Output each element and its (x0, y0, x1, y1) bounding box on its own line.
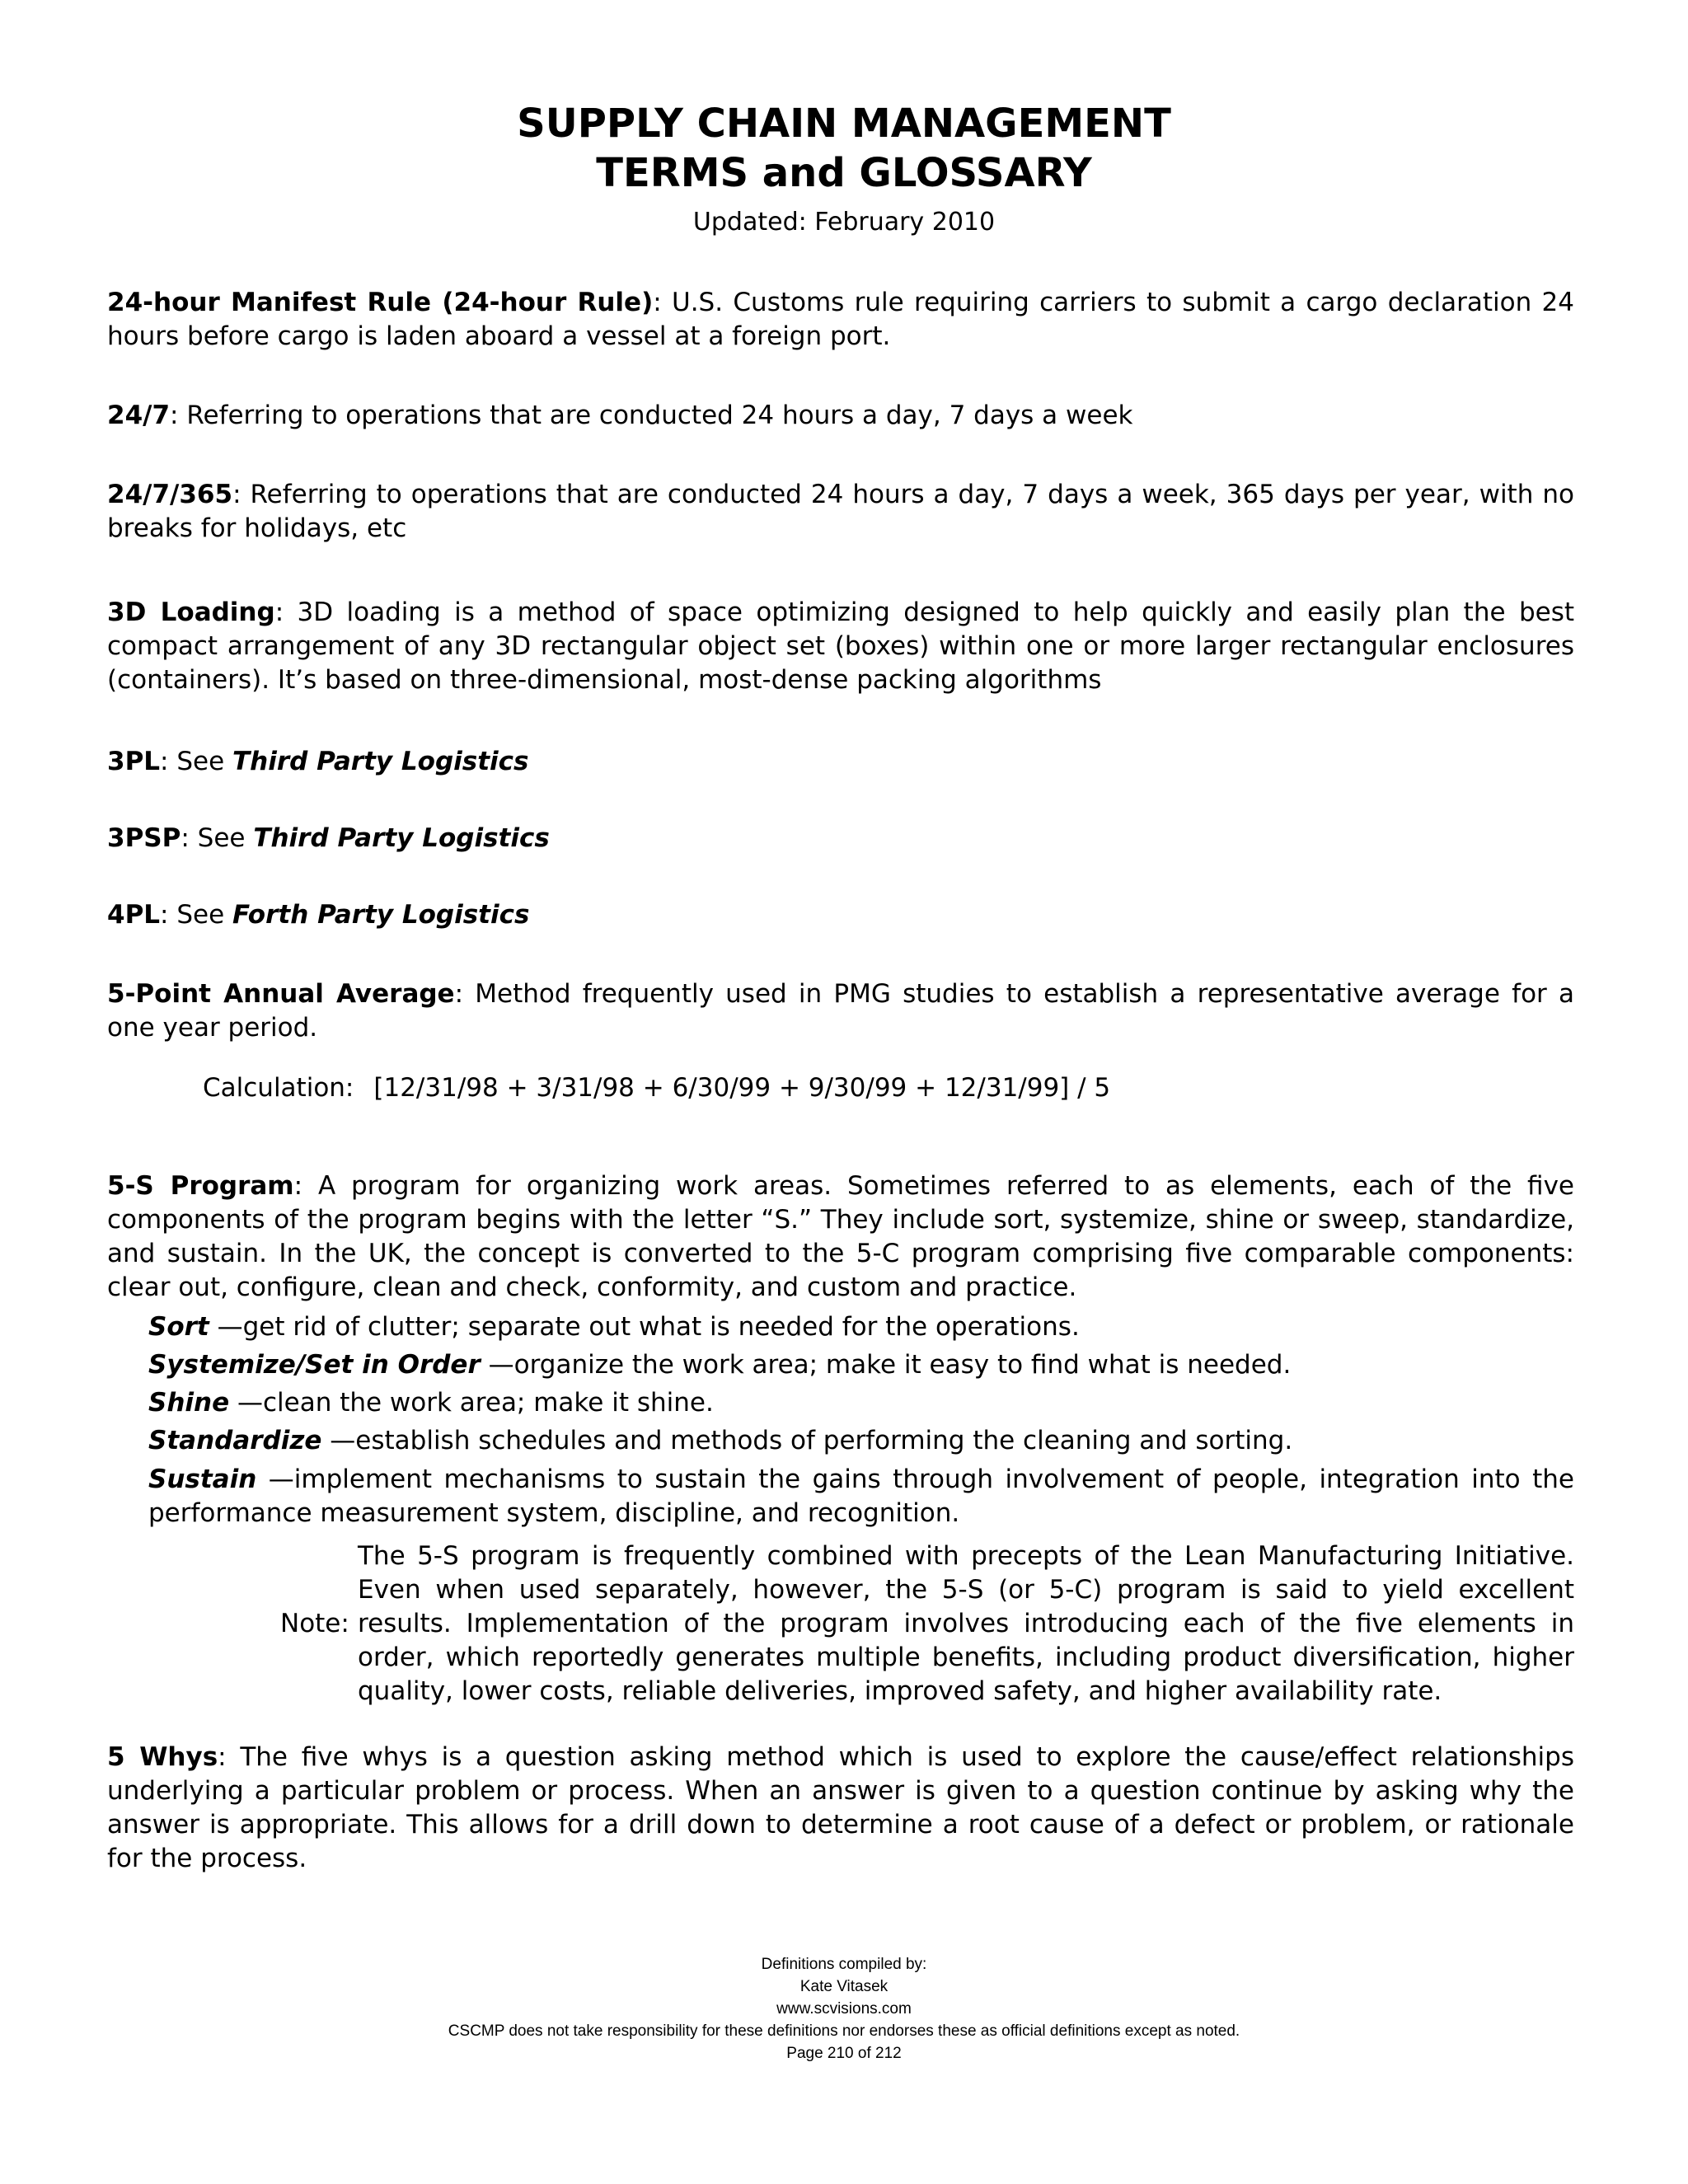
entry-definition: : Referring to operations that are conducted 24 hours a day, 7 days a week (170, 401, 1133, 430)
five-s-definition: —get rid of clutter; separate out what is needed for the operations. (209, 1312, 1080, 1342)
entry-term: 5 Whys (107, 1742, 218, 1772)
five-s-definition: —implement mechanisms to sustain the gains through involvement of people, integration into the performance measurement system, discipline, and recognition. (148, 1465, 1574, 1528)
five-s-term: Sustain (148, 1465, 257, 1494)
glossary-entry-4pl (107, 898, 1574, 932)
entry-definition: : See (160, 747, 233, 776)
entry-definition: : See (160, 900, 233, 930)
glossary-entry-24-hour-manifest-rule (107, 286, 1574, 354)
glossary-entry-3psp (107, 822, 1574, 855)
entry-term: 3PSP (107, 823, 181, 853)
calculation-formula: [12/31/98 + 3/31/98 + 6/30/99 + 9/30/99 + 12/31/99] / 5 (373, 1073, 1111, 1103)
note-label: Note: (280, 1609, 349, 1638)
glossary-entry-3pl (107, 745, 1574, 779)
glossary-entry-24-7 (107, 399, 1574, 433)
five-s-term: Systemize/Set in Order (148, 1350, 481, 1380)
five-s-definition: —clean the work area; make it shine. (229, 1388, 714, 1418)
entry-definition: : The five whys is a question asking method which is used to explore the cause/effect relationships underlying a particular problem or process. When an answer is given to a question continue by asking why the answer is appropriate. This allows for a drill down to determine a root cause of a defect or problem, or rationale for the process. (107, 1742, 1574, 1873)
see-reference: Third Party Logistics (253, 823, 550, 853)
five-s-term: Standardize (148, 1426, 322, 1455)
entry-term: 24-hour Manifest Rule (24-hour Rule) (107, 288, 654, 317)
entry-definition: : U.S. Customs rule requiring carriers to submit a cargo declaration 24 hours before cargo is laden aboard a vessel at a foreign port. (107, 288, 1574, 351)
glossary-entry-5-point-annual-average (107, 977, 1574, 1045)
five-s-definition: —organize the work area; make it easy to find what is needed. (480, 1350, 1292, 1380)
five-s-item-sort (148, 1310, 1574, 1344)
see-reference: Third Party Logistics (232, 747, 529, 776)
footer-compiled-by: Definitions compiled by: (761, 1956, 927, 1973)
five-s-definition: —establish schedules and methods of performing the cleaning and sorting. (321, 1426, 1293, 1455)
footer-disclaimer: CSCMP does not take responsibility for these definitions nor endorses these as official definitions except as noted. (448, 2022, 1240, 2040)
entry-term: 24/7 (107, 401, 171, 430)
document-title-line2: TERMS and GLOSSARY (596, 150, 1092, 196)
entry-definition: : See (181, 823, 254, 853)
glossary-entry-3d-loading (107, 596, 1574, 697)
entry-term: 5-S Program (107, 1171, 294, 1201)
document-title-line1: SUPPLY CHAIN MANAGEMENT (517, 101, 1171, 147)
footer-website: www.scvisions.com (776, 2000, 912, 2018)
calculation-line (203, 1071, 1110, 1105)
entry-definition: : Referring to operations that are conducted 24 hours a day, 7 days a week, 365 days per year, with no breaks for holidays, etc (107, 480, 1574, 543)
footer-author: Kate Vitasek (799, 1978, 889, 1995)
glossary-entry-5-s-program (107, 1169, 1574, 1305)
entry-term: 4PL (107, 900, 161, 930)
glossary-entry-24-7-365 (107, 478, 1574, 546)
entry-term: 3PL (107, 747, 161, 776)
five-s-term: Sort (148, 1312, 209, 1342)
five-s-item-sustain (148, 1463, 1574, 1530)
entry-definition: : Method frequently used in PMG studies to establish a representative average for a one year period. (107, 979, 1574, 1043)
entry-term: 3D Loading (107, 598, 275, 627)
five-s-term: Shine (148, 1388, 230, 1418)
entry-term: 24/7/365 (107, 480, 233, 509)
five-s-item-shine (148, 1386, 1574, 1420)
glossary-entry-5-whys (107, 1741, 1574, 1876)
page-number: Page 210 of 212 (786, 2045, 902, 2062)
five-s-item-systemize (148, 1348, 1574, 1382)
entry-term: 5-Point Annual Average (107, 979, 455, 1009)
entry-definition: : A program for organizing work areas. Sometimes referred to as elements, each of the five components of the program begins with the letter “S.” They include sort, systemize, shine or sweep, standardize, and sustain. In the UK, the concept is converted to the 5-C program comprising five comparable components: clear out, configure, clean and check, conformity, and custom and practice. (107, 1171, 1574, 1302)
five-s-item-standardize (148, 1424, 1574, 1458)
calculation-label: Calculation: (203, 1073, 354, 1103)
note-text: The 5-S program is frequently combined with precepts of the Lean Manufacturing Initiative. Even when used separately, however, the 5-S (or 5-C) program is said to yield excellent results. Implementation of the program involves introducing each of the five elements in order, which reportedly generates multiple benefits, including product diversification, higher quality, lower costs, reliable deliveries, improved safety, and higher availability rate. (358, 1541, 1574, 1706)
see-reference: Forth Party Logistics (232, 900, 530, 930)
entry-definition: : 3D loading is a method of space optimizing designed to help quickly and easily plan the best compact arrangement of any 3D rectangular object set (boxes) within one or more larger rectangular enclosures (containers). It’s based on three-dimensional, most-dense packing algorithms (107, 598, 1574, 695)
updated-date: Updated: February 2010 (692, 208, 996, 237)
